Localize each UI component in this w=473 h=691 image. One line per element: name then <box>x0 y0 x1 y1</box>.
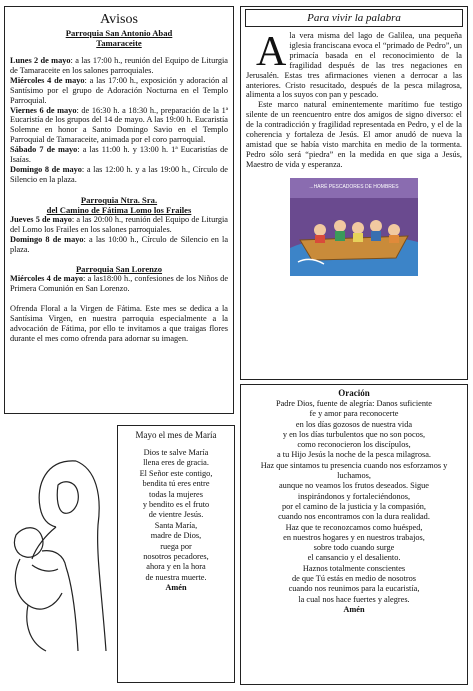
oracion-line: como reconocieron los discípulos, <box>297 440 411 450</box>
parish3-name: Parroquia San Lorenzo <box>75 264 163 275</box>
oracion-line: por el camino de la justicia y la compasión, <box>281 501 426 511</box>
aviso-date: Jueves 5 de mayo <box>10 214 72 224</box>
aviso-item <box>10 56 228 76</box>
aviso-text: : a las 17:00 h., reunión del Equipo de Liturgia de Tamaraceite en los salones parroquiales. <box>10 56 228 75</box>
aviso-item <box>10 165 228 185</box>
maria-line: El Señor este contigo, <box>139 468 213 478</box>
maria-line: nosotros pecadores, <box>143 552 209 562</box>
fishing-boat-illustration <box>290 178 418 276</box>
oracion-line: en nuestros hogares y en nuestros trabajos, <box>283 532 425 542</box>
aviso-item <box>10 145 228 165</box>
illustration-caption: ...HARÉ PESCADORES DE HOMBRES <box>309 183 399 190</box>
oracion-line: inspirándonos y fortaleciéndonos, <box>297 491 411 501</box>
oracion-box <box>240 384 468 685</box>
aviso-text: : a las 12:00 h. y a las 19:00 h., Círculo de Silencio en la plaza. <box>10 164 228 184</box>
maria-title: Mayo el mes de María <box>135 430 217 440</box>
maria-line: y bendito es el fruto <box>142 500 210 510</box>
maria-line: Santa María, <box>154 520 198 530</box>
oracion-line: y en los días turbulentos que no son pocos, <box>282 429 426 439</box>
aviso-text: : a las 11:00 h. y 13:00 h. 1ª Eucaristías de Isaías. <box>10 145 228 165</box>
oracion-title: Oración <box>338 388 370 398</box>
aviso-text: : a las 20:00 h., reunión del Equipo de Liturgia del Lomo los Frailes en los salones parroquiales. <box>10 214 228 234</box>
palabra-box <box>240 6 468 380</box>
aviso-date: Domingo 8 de mayo <box>10 234 84 244</box>
palabra-para2: Este marco natural eminentemente marítimo fue testigo silente de un reencuentro entre dos amigos de signo diverso: el de la contradicción y fragilidad representada en Pedro, y el de la coherencia y fortaleza de Jesús. El amor anudó de nueva la amistad que se había visto marchita en medio de la tormenta. Pedro sólo será “piedra” en la medida en que siga a Jesús, Maestro de vida y esperanza. <box>246 100 462 169</box>
oracion-line: de que Tú estás en medio de nosotros <box>291 574 417 584</box>
palabra-title: Para vivir la palabra <box>245 9 463 27</box>
maria-line: madre de Dios, <box>150 531 202 541</box>
virgin-and-child-icon <box>6 455 112 655</box>
aviso-date: Domingo 8 de mayo <box>10 164 82 174</box>
maria-line: de vientre Jesús. <box>148 510 204 520</box>
maria-line: ahora y en la hora <box>146 562 206 572</box>
aviso-item <box>10 106 228 146</box>
aviso-text: : a las 10:00 h., Círculo de Silencio en la plaza. <box>10 234 229 254</box>
oracion-line: Haz que te reconozcamos como huésped, <box>285 522 423 532</box>
avisos-box <box>4 6 234 414</box>
fatima-note: Ofrenda Floral a la Virgen de Fátima. Este mes se dedica a la Santísima Virgen, en nuestra parroquia especialmente a la advocación de Fátima, por ello te invitamos a que traigas flores durante el mes como ofrenda para adornar su imagen. <box>10 304 228 343</box>
oracion-amen: Amén <box>343 604 365 614</box>
aviso-date: Sábado 7 de mayo <box>10 145 78 155</box>
oracion-line: sobre todo cuando surge <box>313 543 395 553</box>
oracion-line: Padre Dios, fuente de alegría: Danos suficiente <box>276 399 432 408</box>
oracion-line: cuando nos encontramos con la dura realidad. <box>278 512 430 522</box>
oracion-line: aunque no veamos los frutos deseados. Sigue <box>278 481 429 491</box>
avisos-title: Avisos <box>100 12 138 27</box>
maria-box <box>117 425 235 683</box>
aviso-item <box>10 274 228 294</box>
parish2-name-1: Parroquia Ntra. Sra. <box>80 194 158 205</box>
oracion-line: Haznos totalmente conscientes <box>302 563 406 573</box>
maria-line: llena eres de gracia. <box>143 458 209 468</box>
maria-line: bendita tú eres entre <box>142 479 210 489</box>
oracion-line: a tu Hijo Jesús la noche de la pesca milagrosa. <box>277 450 431 460</box>
oracion-line: cuando nos reunimos para la eucaristía, <box>288 584 420 594</box>
aviso-item <box>10 235 228 255</box>
oracion-line: en los días gozosos de nuestra vida <box>295 419 413 429</box>
aviso-item <box>10 215 228 235</box>
maria-line: de nuestra muerte. <box>145 572 207 582</box>
aviso-text: : de 16:30 h. a 18:30 h., preparación de la 1ª Eucaristía de los grupos del 14 de mayo. A las 19:00 h. Eucaristía Solemne en honor a Santo Domingo Savio en el Templo Parroquial de Tamaraceite, animada por el coro parroquial. <box>10 105 229 145</box>
parish1-name-1: Parroquia San Antonio Abad <box>65 28 173 38</box>
drop-cap: A <box>256 29 287 75</box>
parish2-name-2: del Camino de Fátima Lomo los Frailes <box>46 204 192 215</box>
maria-line: Dios te salve María <box>143 448 209 457</box>
oracion-line: el cansancio y el desaliento. <box>307 553 401 563</box>
parish1-name-2: Tamaraceite <box>96 38 142 48</box>
palabra-para1: la vera misma del lago de Galilea, una pequeña iglesia franciscana evoca el “primado de Pedro”, un primacía basada en el reconocimiento de la fragilidad después de las tres negaciones en Jerusalén. Estas tres afirmaciones vienen a derrocar a las anteriores. Cristo resucitado, después de la pesca milagrosa, alimenta a los suyos con pan y pescado. <box>246 31 462 100</box>
oracion-line: fe y amor para reconocerte <box>309 409 399 419</box>
aviso-date: Lunes 2 de mayo <box>10 56 71 65</box>
aviso-text: : a las 17:00 h., exposición y adoración al Santísimo por el grupo de Adoración Nocturna en el Templo Parroquial. <box>10 75 228 105</box>
virgin-and-child-illustration <box>6 455 112 655</box>
oracion-line: la cual nos hace fuertes y alegres. <box>298 594 410 604</box>
aviso-text: : a las18:00 h., confesiones de los Niños de Primera Comunión en San Lorenzo. <box>10 274 228 294</box>
maria-line: ruega por <box>160 541 192 551</box>
fishing-boat-icon <box>290 178 418 276</box>
aviso-date: Viernes 6 de mayo <box>10 105 77 115</box>
aviso-item <box>10 76 228 106</box>
maria-line: todas la mujeres <box>149 489 203 499</box>
oracion-line: Haz que sintamos tu presencia cuando nos esforzamos y luchamos, <box>260 460 448 481</box>
maria-amen: Amén <box>165 583 187 593</box>
aviso-date: Miércoles 4 de mayo <box>10 75 85 85</box>
aviso-date: Miércoles 4 de mayo <box>10 274 84 284</box>
